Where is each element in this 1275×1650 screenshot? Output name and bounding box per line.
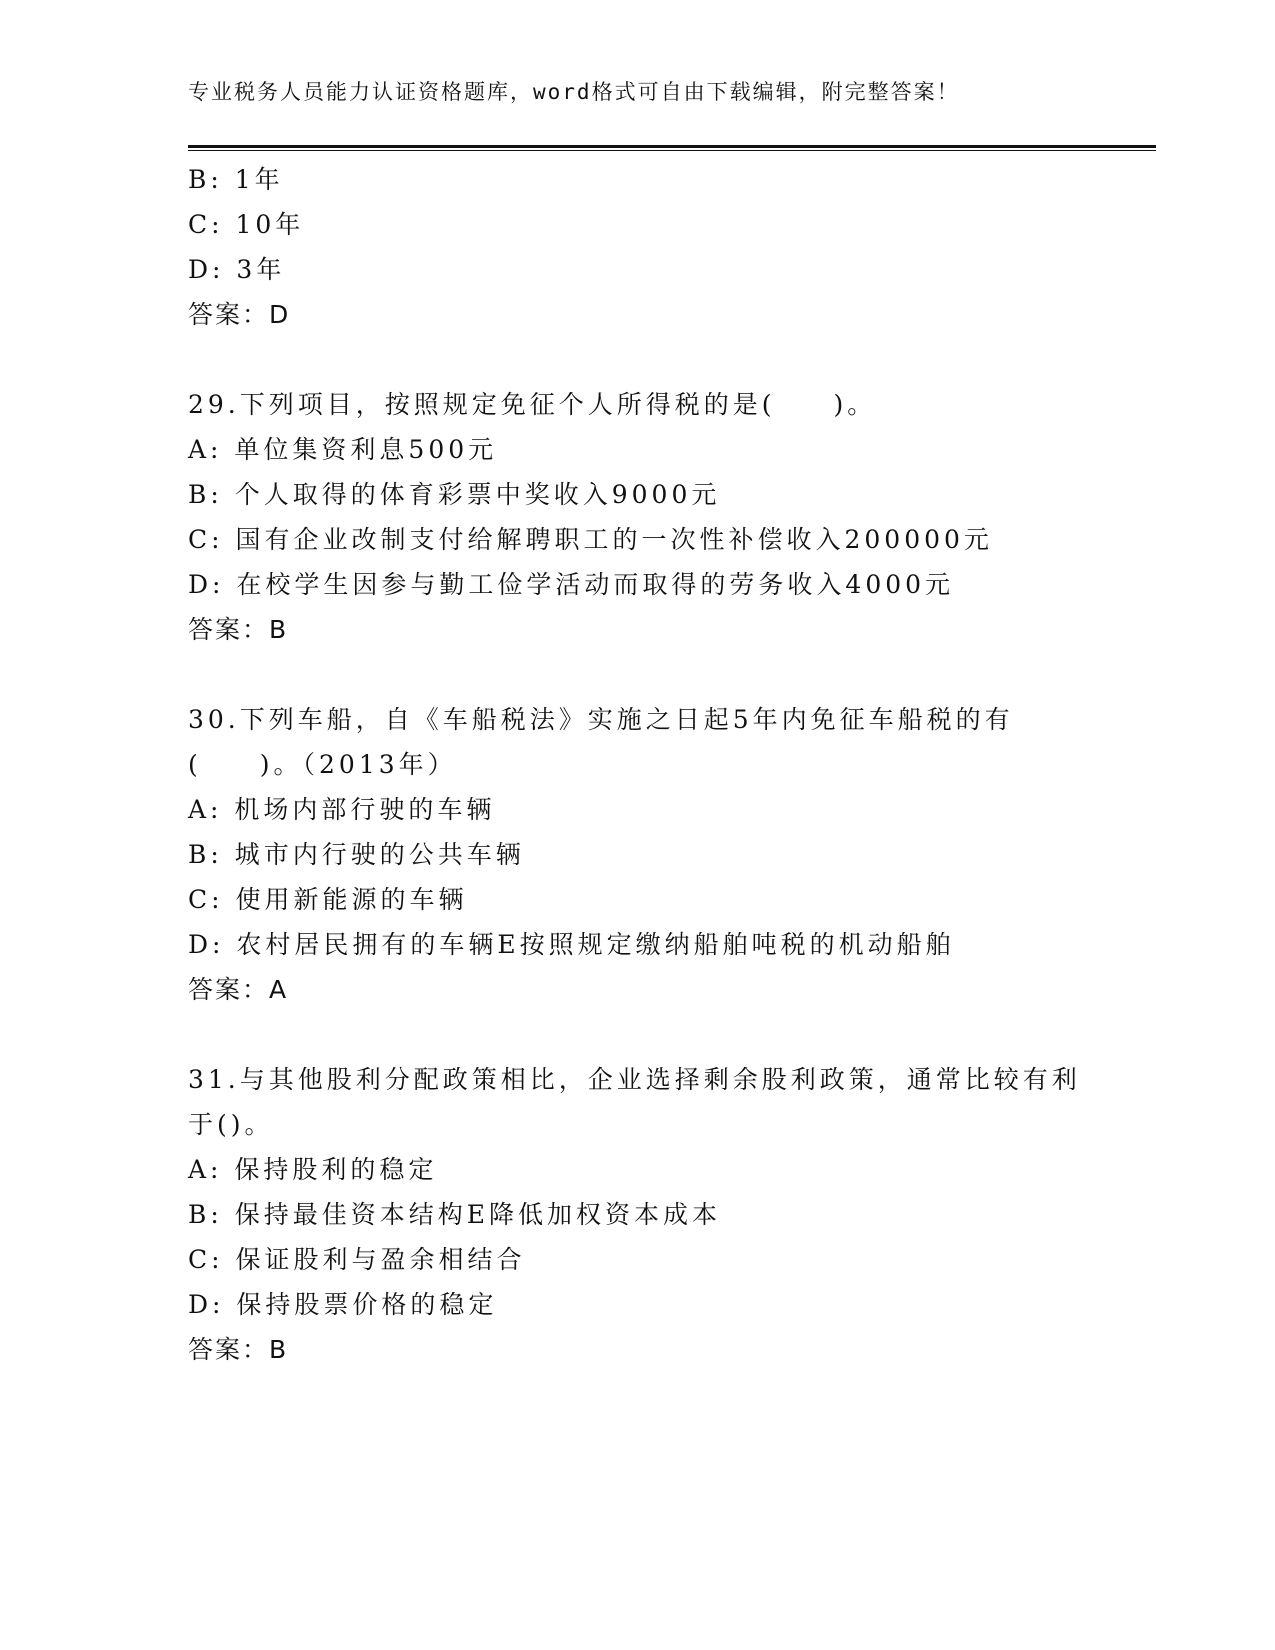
option-b: B: 个人取得的体育彩票中奖收入9000元	[188, 480, 721, 509]
option-c: C: 使用新能源的车辆	[188, 885, 468, 914]
answer-line: 答案：B	[188, 1335, 289, 1364]
question-stem: 31.与其他股利分配政策相比，企业选择剩余股利政策，通常比较有利	[188, 1065, 1081, 1094]
question-stem: 30.下列车船，自《车船税法》实施之日起5年内免征车船税的有	[188, 705, 1014, 734]
question-block	[188, 382, 1128, 652]
answer-line: 答案：A	[188, 975, 289, 1004]
option-a: A: 机场内部行驶的车辆	[188, 795, 496, 824]
option-b: B: 1年	[188, 165, 284, 194]
header-rule-thick	[188, 145, 1156, 148]
question-block	[188, 697, 1128, 1012]
option-b: B: 保持最佳资本结构E降低加权资本成本	[188, 1200, 721, 1229]
option-a: A: 单位集资利息500元	[188, 435, 498, 464]
option-c: C: 国有企业改制支付给解聘职工的一次性补偿收入200000元	[188, 525, 993, 554]
question-block	[188, 1057, 1128, 1372]
question-stem-continued: ( )。（2013年）	[188, 750, 457, 779]
option-d: D: 3年	[188, 255, 286, 284]
option-c: C: 10年	[188, 210, 305, 239]
question-block	[188, 157, 1128, 337]
option-d: D: 农村居民拥有的车辆E按照规定缴纳船舶吨税的机动船舶	[188, 930, 955, 959]
page-header: 专业税务人员能力认证资格题库，word格式可自由下载编辑，附完整答案！	[188, 80, 960, 104]
block-spacer	[188, 1012, 1128, 1057]
question-stem: 29.下列项目，按照规定免征个人所得税的是( )。	[188, 390, 877, 419]
question-stem-continued: 于()。	[188, 1110, 274, 1139]
header-rule-thin	[188, 150, 1156, 151]
option-b: B: 城市内行驶的公共车辆	[188, 840, 525, 869]
block-spacer	[188, 652, 1128, 697]
question-content	[188, 157, 1128, 1372]
answer-line: 答案：B	[188, 615, 289, 644]
option-a: A: 保持股利的稳定	[188, 1155, 438, 1184]
block-spacer	[188, 337, 1128, 382]
option-c: C: 保证股利与盈余相结合	[188, 1245, 526, 1274]
answer-line: 答案：D	[188, 300, 291, 329]
option-d: D: 在校学生因参与勤工俭学活动而取得的劳务收入4000元	[188, 570, 955, 599]
option-d: D: 保持股票价格的稳定	[188, 1290, 498, 1319]
